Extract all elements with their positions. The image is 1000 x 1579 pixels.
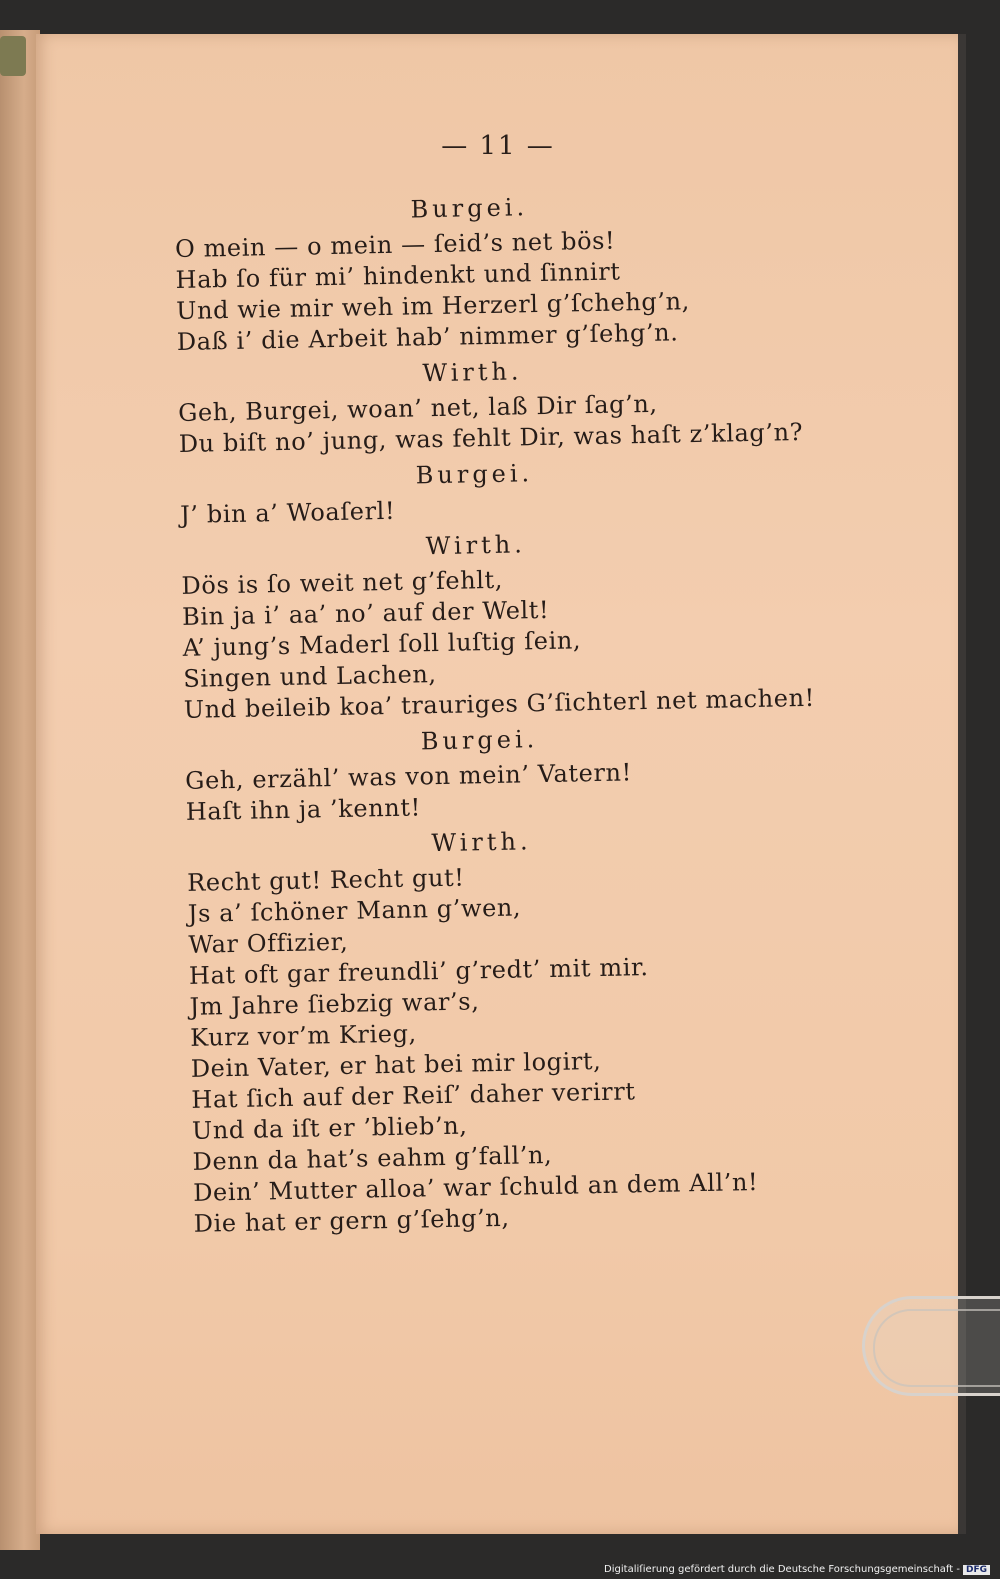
speaker-name: Wirth. xyxy=(425,530,527,561)
verse-line: Kurz vor’m Krieg, xyxy=(189,1019,418,1052)
verse-line: Du biſt no’ jung, was fehlt Dir, was haſt z’klag’n? xyxy=(178,417,804,458)
verse-line: Hat ſich auf der Reiſ’ daher verirrt xyxy=(191,1077,636,1114)
dialogue-entry xyxy=(184,714,826,828)
speaker-name: Wirth. xyxy=(431,827,532,858)
verse-line: Jm Jahre ſiebzig war’s, xyxy=(189,987,480,1021)
verse-line: Recht gut! Recht gut! xyxy=(186,863,465,897)
verse-line: Geh, erzähl’ was von mein’ Vatern! xyxy=(185,758,633,795)
credit-text: Digitaliſierung gefördert durch die Deutsche Forschungsgemeinschaft - xyxy=(604,1564,960,1575)
verse-line: Die hat er gern g’ſehg’n, xyxy=(193,1203,510,1238)
verse-line: Und da iſt er ’blieb’n, xyxy=(191,1111,468,1145)
verse-line: Js a’ ſchöner Mann g’wen, xyxy=(187,893,522,928)
binding-strip xyxy=(0,36,26,76)
verse-line: J’ bin a’ Woaſerl! xyxy=(179,496,396,529)
verse-line: Hab ſo für mi’ hindenkt und ſinnirt xyxy=(175,257,621,294)
page-number: — 11 — xyxy=(441,131,555,161)
play-text xyxy=(174,182,834,1240)
dialogue-entry xyxy=(179,448,820,531)
speaker-name: Wirth. xyxy=(422,357,523,388)
verse-line: Bin ja i’ aa’ no’ auf der Welt! xyxy=(181,595,550,631)
verse-line: Haſt ihn ja ’kennt! xyxy=(185,793,422,826)
verse-line: War Offizier, xyxy=(188,927,349,959)
facing-page-edge xyxy=(0,30,40,1550)
page-clip xyxy=(862,1296,1000,1396)
verse-line: O mein — o mein — ſeid’s net bös! xyxy=(174,226,616,263)
speaker-name: Burgei. xyxy=(420,725,539,756)
verse-line: Und beileib koa’ trauriges G’ſichterl net machen! xyxy=(183,683,816,724)
dialogue-entry xyxy=(174,182,817,358)
verse-line: Daß i’ die Arbeit hab’ nimmer g’ſehg’n. xyxy=(176,318,679,356)
verse-line: Denn da hat’s eahm g’fall’n, xyxy=(192,1140,553,1176)
verse-line: Dein Vater, er hat bei mir logirt, xyxy=(190,1046,602,1083)
page-clip-inner xyxy=(873,1309,1000,1387)
dfg-logo: DFG xyxy=(963,1565,990,1575)
speaker-name: Burgei. xyxy=(415,459,534,490)
verse-line: Dein’ Mutter alloa’ war ſchuld an dem All’n! xyxy=(192,1167,759,1207)
verse-line: Singen und Lachen, xyxy=(183,660,437,693)
page-sheet xyxy=(36,34,960,1534)
verse-line: Dös is ſo weit net g’fehlt, xyxy=(181,565,504,600)
verse-line: A’ jung’s Maderl ſoll luſtig ſein, xyxy=(182,626,582,662)
speaker-name: Burgei. xyxy=(410,193,529,224)
dialogue-entry xyxy=(177,346,819,460)
dialogue-entry xyxy=(180,519,824,726)
verse-line: Geh, Burgei, woan’ net, laß Dir ſag’n, xyxy=(177,389,658,427)
dialogue-entry xyxy=(186,816,834,1240)
digitization-credit xyxy=(604,1564,990,1575)
verse-line: Hat oft gar freundli’ g’redt’ mit mir. xyxy=(188,953,649,990)
verse-line: Und wie mir weh im Herzerl g’ſchehg’n, xyxy=(175,287,691,325)
